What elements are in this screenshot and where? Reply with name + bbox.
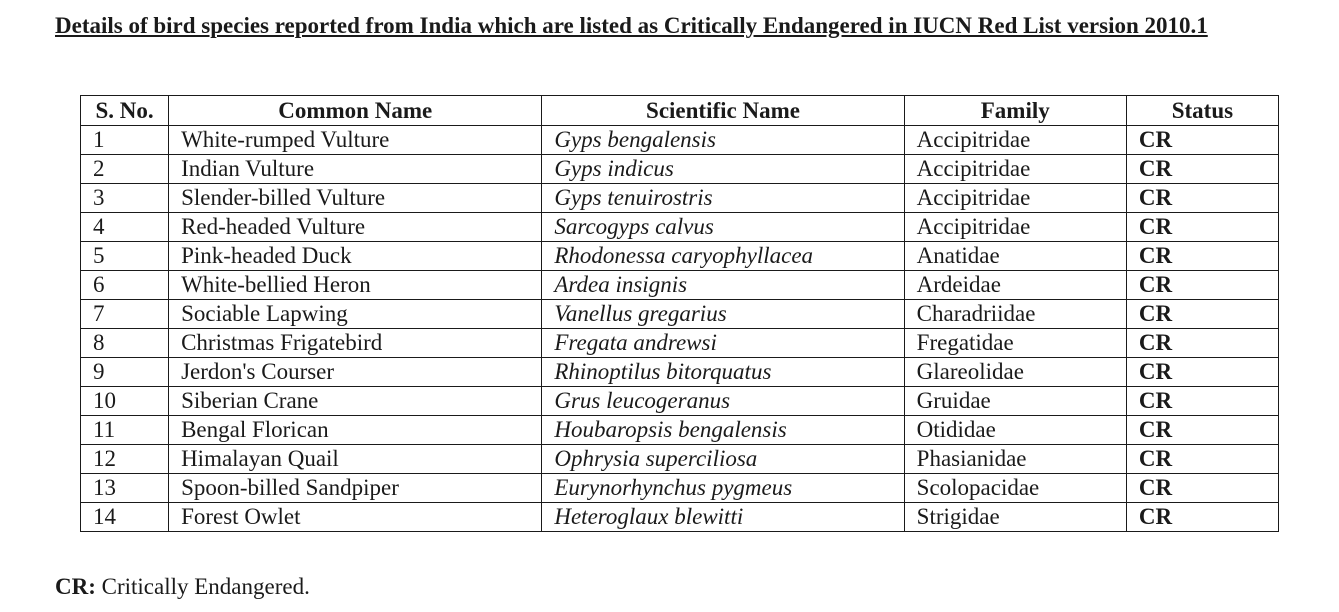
cell-sno: 9 <box>81 358 169 387</box>
cell-scientific-name: Ardea insignis <box>542 271 904 300</box>
cell-family: Scolopacidae <box>904 474 1126 503</box>
header-family: Family <box>904 96 1126 126</box>
cell-family: Glareolidae <box>904 358 1126 387</box>
cell-scientific-name: Grus leucogeranus <box>542 387 904 416</box>
cell-sno: 4 <box>81 213 169 242</box>
cell-common-name: Pink-headed Duck <box>169 242 542 271</box>
cell-scientific-name: Vanellus gregarius <box>542 300 904 329</box>
cell-sno: 13 <box>81 474 169 503</box>
cell-status: CR <box>1126 213 1278 242</box>
cell-sno: 2 <box>81 155 169 184</box>
cell-sno: 11 <box>81 416 169 445</box>
table-row <box>81 474 1279 503</box>
cell-common-name: White-rumped Vulture <box>169 126 542 155</box>
table-row <box>81 155 1279 184</box>
cell-sno: 5 <box>81 242 169 271</box>
cell-sno: 6 <box>81 271 169 300</box>
cell-common-name: White-bellied Heron <box>169 271 542 300</box>
table-row <box>81 300 1279 329</box>
cell-scientific-name: Gyps tenuirostris <box>542 184 904 213</box>
cell-scientific-name: Ophrysia superciliosa <box>542 445 904 474</box>
cell-scientific-name: Gyps bengalensis <box>542 126 904 155</box>
table-row <box>81 387 1279 416</box>
cell-family: Gruidae <box>904 387 1126 416</box>
cell-status: CR <box>1126 329 1278 358</box>
table-row <box>81 503 1279 532</box>
cell-family: Accipitridae <box>904 155 1126 184</box>
footnote-abbreviation: CR: <box>55 574 96 599</box>
cell-common-name: Slender-billed Vulture <box>169 184 542 213</box>
cell-status: CR <box>1126 300 1278 329</box>
cell-scientific-name: Houbaropsis bengalensis <box>542 416 904 445</box>
cell-scientific-name: Eurynorhynchus pygmeus <box>542 474 904 503</box>
cell-family: Phasianidae <box>904 445 1126 474</box>
cell-sno: 7 <box>81 300 169 329</box>
cell-status: CR <box>1126 387 1278 416</box>
cell-family: Accipitridae <box>904 184 1126 213</box>
cell-family: Accipitridae <box>904 213 1126 242</box>
table-row <box>81 242 1279 271</box>
header-sno: S. No. <box>81 96 169 126</box>
cell-sno: 12 <box>81 445 169 474</box>
table-row <box>81 213 1279 242</box>
table-row <box>81 126 1279 155</box>
cell-family: Anatidae <box>904 242 1126 271</box>
cell-status: CR <box>1126 155 1278 184</box>
table-row <box>81 445 1279 474</box>
cell-common-name: Spoon-billed Sandpiper <box>169 474 542 503</box>
cell-status: CR <box>1126 474 1278 503</box>
cell-status: CR <box>1126 126 1278 155</box>
cell-family: Charadriidae <box>904 300 1126 329</box>
cell-status: CR <box>1126 242 1278 271</box>
cell-family: Strigidae <box>904 503 1126 532</box>
cell-family: Accipitridae <box>904 126 1126 155</box>
cell-status: CR <box>1126 445 1278 474</box>
cell-common-name: Christmas Frigatebird <box>169 329 542 358</box>
cell-common-name: Forest Owlet <box>169 503 542 532</box>
cell-scientific-name: Sarcogyps calvus <box>542 213 904 242</box>
cell-common-name: Sociable Lapwing <box>169 300 542 329</box>
cell-scientific-name: Heteroglaux blewitti <box>542 503 904 532</box>
cell-family: Fregatidae <box>904 329 1126 358</box>
cell-sno: 14 <box>81 503 169 532</box>
cell-status: CR <box>1126 416 1278 445</box>
cell-sno: 8 <box>81 329 169 358</box>
table-row <box>81 416 1279 445</box>
cell-scientific-name: Rhinoptilus bitorquatus <box>542 358 904 387</box>
cell-family: Ardeidae <box>904 271 1126 300</box>
cell-status: CR <box>1126 503 1278 532</box>
table-row <box>81 271 1279 300</box>
table-row <box>81 184 1279 213</box>
footnote-text: Critically Endangered. <box>95 574 310 599</box>
header-scientific-name: Scientific Name <box>542 96 904 126</box>
cell-common-name: Himalayan Quail <box>169 445 542 474</box>
cell-common-name: Jerdon's Courser <box>169 358 542 387</box>
cell-status: CR <box>1126 184 1278 213</box>
cell-status: CR <box>1126 358 1278 387</box>
header-common-name: Common Name <box>169 96 542 126</box>
cell-status: CR <box>1126 271 1278 300</box>
footnote <box>55 573 310 601</box>
table-row <box>81 358 1279 387</box>
cell-common-name: Siberian Crane <box>169 387 542 416</box>
cell-common-name: Bengal Florican <box>169 416 542 445</box>
cell-family: Otididae <box>904 416 1126 445</box>
cell-common-name: Indian Vulture <box>169 155 542 184</box>
table-row <box>81 329 1279 358</box>
cell-common-name: Red-headed Vulture <box>169 213 542 242</box>
cell-sno: 3 <box>81 184 169 213</box>
species-table <box>80 95 1279 532</box>
cell-scientific-name: Fregata andrewsi <box>542 329 904 358</box>
header-status: Status <box>1126 96 1278 126</box>
cell-sno: 1 <box>81 126 169 155</box>
cell-sno: 10 <box>81 387 169 416</box>
cell-scientific-name: Gyps indicus <box>542 155 904 184</box>
cell-scientific-name: Rhodonessa caryophyllacea <box>542 242 904 271</box>
table-header-row <box>81 96 1279 126</box>
table-body <box>81 126 1279 532</box>
document-title: Details of bird species reported from India which are listed as Critically Endangered in IUCN Red List version 2010.1 <box>55 13 1208 38</box>
